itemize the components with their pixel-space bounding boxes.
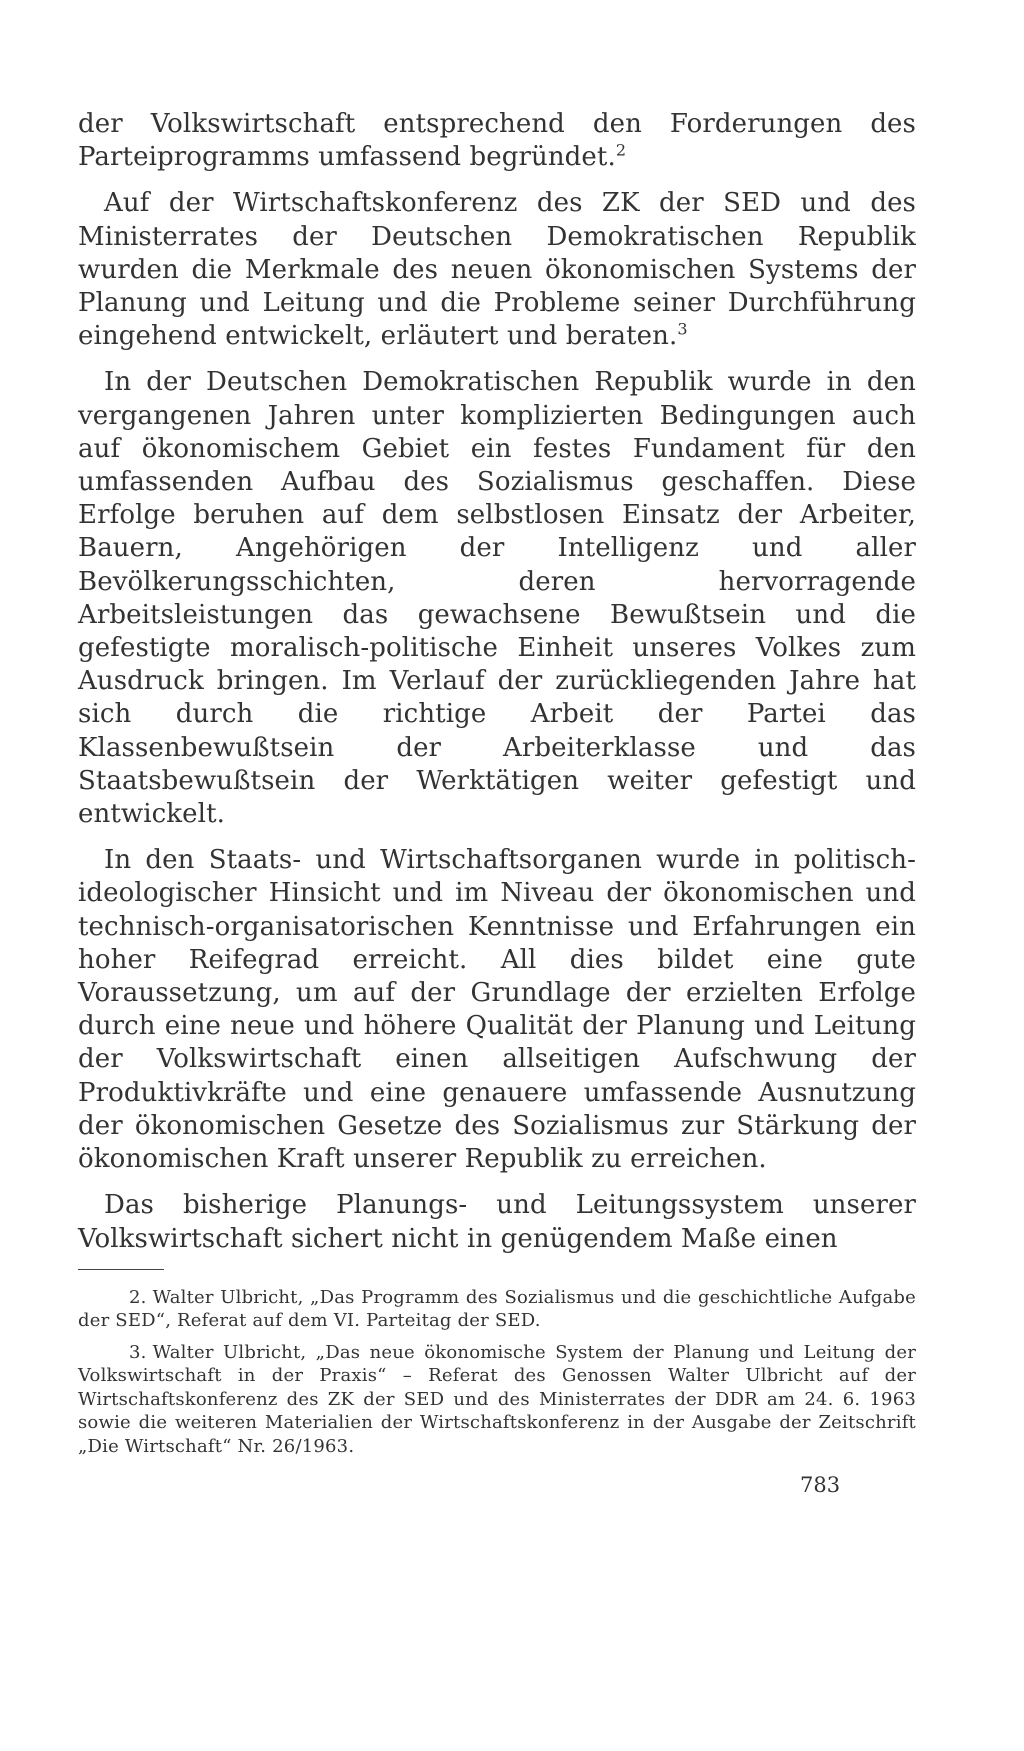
footnote-number: 2. <box>129 1286 147 1308</box>
page-body <box>78 108 916 1466</box>
footnote-text: Walter Ulbricht, „Das neue ökonomische System der Planung und Leitung der Volkswirtschaft in der Praxis“ – Referat des Genossen Walter Ulbricht auf der Wirtschaftskonferenz des ZK der SED und des Ministerrates der DDR am 24. 6. 1963 sowie die weiteren Materialien der Wirtschaftskonferenz in der Ausgabe der Zeitschrift „Die Wirtschaft“ Nr. 26/1963. <box>78 1341 916 1457</box>
paragraph-3: In der Deutschen Demokratischen Republik wurde in den vergangenen Jahren unter komplizierten Bedingungen auch auf ökonomischem Gebiet ein festes Fundament für den umfassenden Aufbau des Sozialismus geschaffen. Diese Erfolge beruhen auf dem selbstlosen Einsatz der Arbeiter, Bauern, Angehörigen der Intelligenz und aller Bevölkerungsschichten, deren hervorragende Arbeitsleistungen das gewachsene Bewußtsein und die gefestigte moralisch-politische Einheit unseres Volkes zum Ausdruck bringen. Im Verlauf der zurückliegenden Jahre hat sich durch die richtige Arbeit der Partei das Klassenbewußtsein der Arbeiterklasse und das Staatsbewußtsein der Werktätigen weiter gefestigt und entwickelt. <box>78 367 916 830</box>
footnote-text: Walter Ulbricht, „Das Programm des Sozialismus und die geschichtliche Aufgabe der SED“, Referat auf dem VI. Parteitag der SED. <box>78 1286 916 1332</box>
paragraph-5: Das bisherige Planungs- und Leitungssystem unserer Volkswirtschaft sichert nicht in genügendem Maße einen <box>78 1190 916 1254</box>
footnote-divider <box>78 1269 164 1270</box>
footnote-number: 3. <box>129 1341 147 1363</box>
footnote-ref-3: 3 <box>677 319 688 339</box>
paragraph-1: der Volkswirtschaft entsprechend den Forderungen des Parteiprogramms umfassend begründet.$^2$ <box>78 109 916 173</box>
page-number: 783 <box>800 1473 841 1497</box>
paragraph-2: Auf der Wirtschaftskonferenz des ZK der SED und des Ministerrates der Deutschen Demokratischen Republik wurden die Merkmale des neuen ökonomischen Systems der Planung und Leitung und die Probleme seiner Durchführung eingehend entwickelt, erläutert und beraten.$^3$ <box>78 188 916 352</box>
paragraph-4: In den Staats- und Wirtschaftsorganen wurde in politisch-ideologischer Hinsicht und im Niveau der ökonomischen und technisch-organisatorischen Kenntnisse und Erfahrungen ein hoher Reifegrad erreicht. All dies bildet eine gute Voraussetzung, um auf der Grundlage der erzielten Erfolge durch eine neue und höhere Qualität der Planung und Leitung der Volkswirtschaft einen allseitigen Aufschwung der Produktivkräfte und eine genauere umfassende Ausnutzung der ökonomischen Gesetze des Sozialismus zur Stärkung der ökonomischen Kraft unserer Republik zu erreichen. <box>78 845 916 1175</box>
footnote-ref-2: 2 <box>615 140 627 160</box>
footnote-3 <box>78 1341 916 1459</box>
footnote-2 <box>78 1286 916 1333</box>
